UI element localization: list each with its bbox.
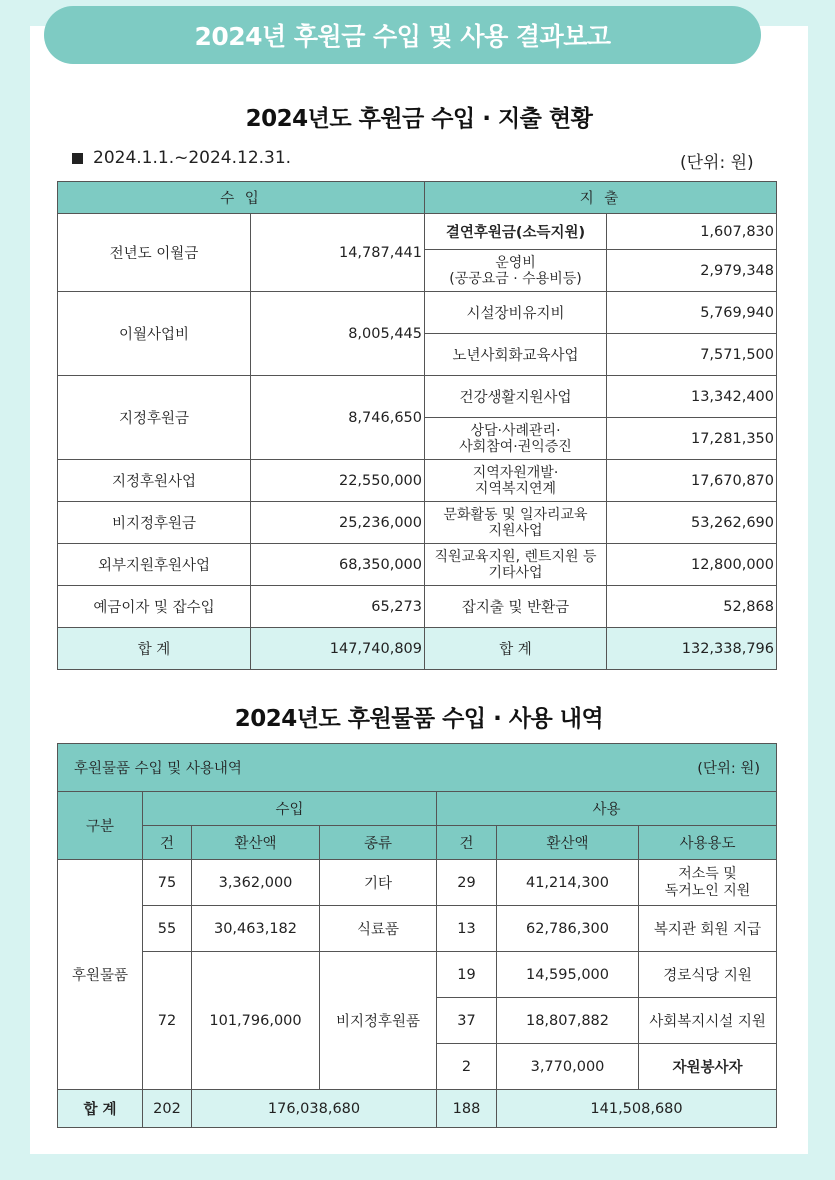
section1-title: 2024년도 후원금 수입 · 지출 현황 xyxy=(245,106,593,132)
unit-label: (단위: 원) xyxy=(697,761,761,777)
expense-value: 1,607,830 xyxy=(607,214,777,250)
income-amount: 3,362,000 xyxy=(192,860,320,906)
expense-label xyxy=(425,460,607,502)
expense-value: 17,670,870 xyxy=(607,460,777,502)
income-amount: 101,796,000 xyxy=(192,952,320,1090)
col-use: 사용 xyxy=(437,792,777,826)
use-purpose: 복지관 회원 지급 xyxy=(639,906,777,952)
use-purpose: 경로식당 지원 xyxy=(639,952,777,998)
expense-label-line2: 사회참여·권익증진 xyxy=(459,438,572,455)
expense-label: 시설장비유지비 xyxy=(425,292,607,334)
expense-label-line1: 지역자원개발· xyxy=(472,464,559,481)
expense-value: 17,281,350 xyxy=(607,418,777,460)
expense-value: 12,800,000 xyxy=(607,544,777,586)
use-amount: 14,595,000 xyxy=(497,952,639,998)
income-count: 72 xyxy=(143,952,192,1090)
expense-total-label: 합 계 xyxy=(425,628,607,670)
expense-value: 5,769,940 xyxy=(607,292,777,334)
table-caption: 후원물품 수입 및 사용내역 xyxy=(74,761,242,777)
use-count: 2 xyxy=(437,1044,497,1090)
income-value: 8,005,445 xyxy=(251,292,425,376)
income-total-amount: 176,038,680 xyxy=(192,1090,437,1128)
expense-total-value: 132,338,796 xyxy=(607,628,777,670)
income-total-label: 합 계 xyxy=(58,628,251,670)
subcol-count: 건 xyxy=(437,826,497,860)
expense-header: 지 출 xyxy=(425,182,777,214)
expense-label-line1: 운영비 xyxy=(495,254,536,271)
income-label: 전년도 이월금 xyxy=(58,214,251,292)
subcol-purpose: 사용용도 xyxy=(639,826,777,860)
income-label: 지정후원금 xyxy=(58,376,251,460)
income-value: 25,236,000 xyxy=(251,502,425,544)
unit-label: (단위: 원) xyxy=(680,153,754,173)
use-amount: 18,807,882 xyxy=(497,998,639,1044)
income-kind: 기타 xyxy=(320,860,437,906)
income-amount: 30,463,182 xyxy=(192,906,320,952)
donated-goods-table xyxy=(57,743,777,1128)
period xyxy=(72,148,291,168)
income-count: 75 xyxy=(143,860,192,906)
expense-value: 13,342,400 xyxy=(607,376,777,418)
use-total-amount: 141,508,680 xyxy=(497,1090,777,1128)
expense-value: 53,262,690 xyxy=(607,502,777,544)
expense-label xyxy=(425,544,607,586)
income-expense-table xyxy=(57,181,777,670)
subcol-amount: 환산액 xyxy=(497,826,639,860)
income-label: 외부지원후원사업 xyxy=(58,544,251,586)
use-amount: 3,770,000 xyxy=(497,1044,639,1090)
expense-label-line1: 상담·사례관리· xyxy=(470,422,561,439)
income-kind: 식료품 xyxy=(320,906,437,952)
income-total-count: 202 xyxy=(143,1090,192,1128)
report-banner xyxy=(44,6,761,64)
report-title: 2024년 후원금 수입 및 사용 결과보고 xyxy=(194,22,611,51)
expense-label: 잡지출 및 반환금 xyxy=(425,586,607,628)
table-caption-row xyxy=(58,744,777,792)
income-value: 22,550,000 xyxy=(251,460,425,502)
expense-value: 7,571,500 xyxy=(607,334,777,376)
col-gubun: 구분 xyxy=(58,792,143,860)
subcol-amount: 환산액 xyxy=(192,826,320,860)
income-label: 이월사업비 xyxy=(58,292,251,376)
expense-label: 노년사회화교육사업 xyxy=(425,334,607,376)
period-text: 2024.1.1.~2024.12.31. xyxy=(93,148,292,168)
use-count: 37 xyxy=(437,998,497,1044)
expense-label-line2: (공공요금 · 수용비등) xyxy=(449,270,582,287)
expense-label: 건강생활지원사업 xyxy=(425,376,607,418)
income-label: 지정후원사업 xyxy=(58,460,251,502)
col-income: 수입 xyxy=(143,792,437,826)
expense-label-line2: 기타사업 xyxy=(488,564,543,581)
income-value: 8,746,650 xyxy=(251,376,425,460)
use-purpose: 사회복지시설 지원 xyxy=(639,998,777,1044)
use-total-count: 188 xyxy=(437,1090,497,1128)
use-purpose xyxy=(639,860,777,906)
section2-title: 2024년도 후원물품 수입 · 사용 내역 xyxy=(234,706,604,732)
income-kind: 비지정후원품 xyxy=(320,952,437,1090)
square-bullet-icon xyxy=(72,153,83,164)
expense-label-line1: 문화활동 및 일자리교육 xyxy=(443,506,588,523)
use-amount: 62,786,300 xyxy=(497,906,639,952)
income-value: 68,350,000 xyxy=(251,544,425,586)
use-purpose-line2: 독거노인 지원 xyxy=(664,882,751,899)
income-label: 비지정후원금 xyxy=(58,502,251,544)
total-label: 합 계 xyxy=(58,1090,143,1128)
income-header: 수 입 xyxy=(58,182,425,214)
expense-label xyxy=(425,502,607,544)
use-purpose-line1: 저소득 및 xyxy=(678,865,737,882)
subcol-count: 건 xyxy=(143,826,192,860)
expense-label-line2: 지원사업 xyxy=(488,522,543,539)
expense-value: 2,979,348 xyxy=(607,250,777,292)
use-amount: 41,214,300 xyxy=(497,860,639,906)
category-cell: 후원물품 xyxy=(58,860,143,1090)
subcol-kind: 종류 xyxy=(320,826,437,860)
expense-label-line1: 직원교육지원, 렌트지원 등 xyxy=(434,548,597,565)
expense-label xyxy=(425,418,607,460)
use-count: 29 xyxy=(437,860,497,906)
income-value: 65,273 xyxy=(251,586,425,628)
use-purpose: 자원봉사자 xyxy=(639,1044,777,1090)
use-count: 19 xyxy=(437,952,497,998)
use-count: 13 xyxy=(437,906,497,952)
income-count: 55 xyxy=(143,906,192,952)
expense-label-line2: 지역복지연계 xyxy=(474,480,557,497)
income-value: 14,787,441 xyxy=(251,214,425,292)
expense-value: 52,868 xyxy=(607,586,777,628)
income-total-value: 147,740,809 xyxy=(251,628,425,670)
income-label: 예금이자 및 잡수입 xyxy=(58,586,251,628)
expense-label xyxy=(425,250,607,292)
expense-label: 결연후원금(소득지원) xyxy=(425,214,607,250)
